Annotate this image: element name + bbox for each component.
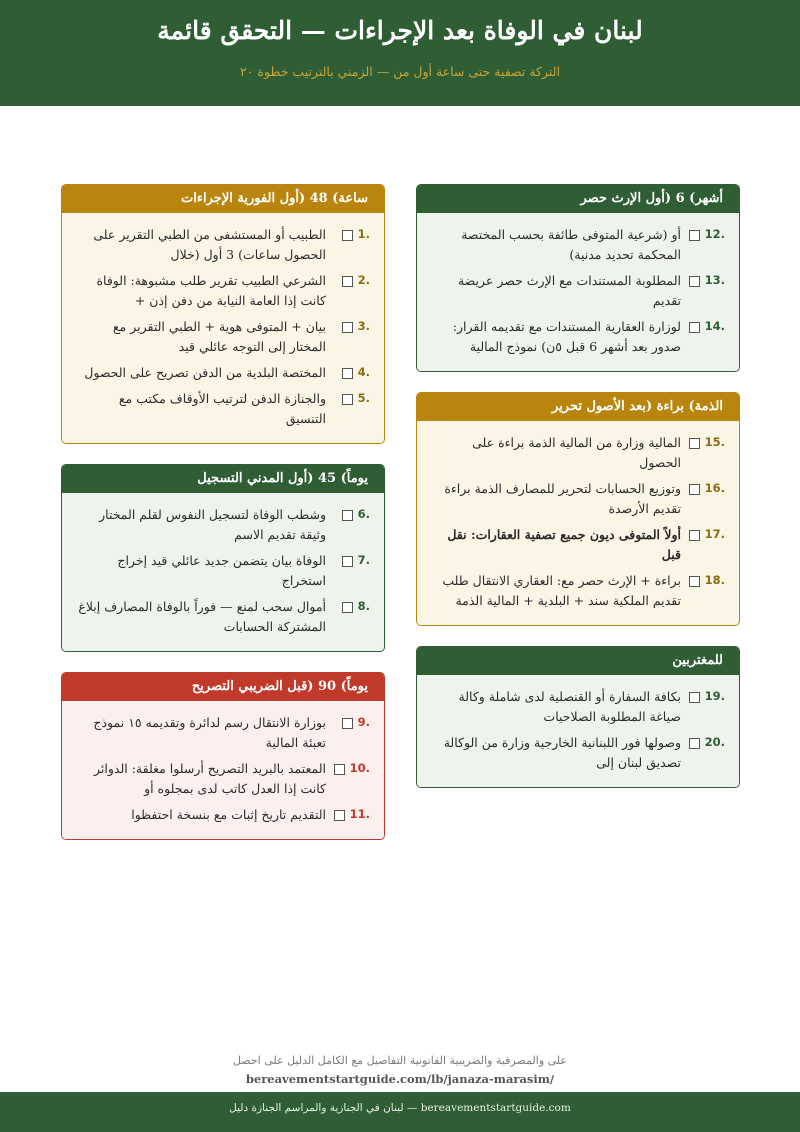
- checkbox[interactable]: [689, 738, 700, 749]
- checkbox[interactable]: [689, 692, 700, 703]
- list-item: [431, 687, 725, 727]
- checkbox[interactable]: [334, 810, 345, 821]
- item-text: وصولها فور اللبنانية الخارجية وزارة من الوكالة تصديق لبنان إلى: [443, 735, 681, 770]
- checkbox[interactable]: [342, 556, 353, 567]
- right-column: [416, 184, 740, 808]
- item-number: 19.: [704, 689, 725, 703]
- list-item: [76, 317, 370, 357]
- checkbox[interactable]: [342, 394, 353, 405]
- list-item: [76, 225, 370, 265]
- page-header: [0, 0, 800, 106]
- item-number: 4.: [357, 365, 370, 379]
- checkbox[interactable]: [689, 576, 700, 587]
- item-text: المختصة البلدية من الدفن تصريح على الحصول: [84, 365, 326, 380]
- item-text: أولاً المتوفى ديون جميع تصفية العقارات: نقل قبل: [447, 527, 681, 562]
- list-item: [76, 551, 370, 591]
- checkbox[interactable]: [689, 276, 700, 287]
- item-number: 7.: [357, 553, 370, 567]
- card-tax: [61, 672, 385, 840]
- item-text: المعتمد بالبريد التصريح أرسلوا مغلقة: الدوائر كانت إذا العدل كاتب لدى بمجلوه أو: [94, 761, 326, 796]
- item-number: 2.: [357, 273, 370, 287]
- item-number: 8.: [357, 599, 370, 613]
- item-text: الشرعي الطبيب تقرير طلب مشبوهة: الوفاة كانت إذا العامة النيابة من دفن إذن +: [96, 273, 326, 308]
- item-number: 17.: [704, 527, 725, 541]
- item-text: المطلوبة المستندات مع الإرث حصر عريضة تقديم: [457, 273, 681, 308]
- checkbox[interactable]: [342, 276, 353, 287]
- page-subtitle: التركة تصفية حتى ساعة أول من — الزمني بالترتيب خطوة ٢٠: [240, 64, 560, 79]
- checkbox[interactable]: [689, 530, 700, 541]
- left-column: [61, 184, 385, 860]
- list-item: [76, 505, 370, 545]
- card-title: يوماً) 90 (قبل الضريبي التصريح: [62, 673, 384, 701]
- item-number: 20.: [704, 735, 725, 749]
- checkbox[interactable]: [342, 602, 353, 613]
- item-text: الوفاة بيان يتضمن جديد عائلي قيد إخراج استخراج: [117, 553, 326, 588]
- checkbox[interactable]: [342, 230, 353, 241]
- card-title: أشهر) 6 (أول الإرث حصر: [417, 185, 739, 213]
- checkbox[interactable]: [689, 484, 700, 495]
- item-text: أو (شرعية المتوفى طائفة بحسب المختصة المحكمة تحديد مدنية): [461, 227, 681, 262]
- list-item: [76, 713, 370, 753]
- list-item: [76, 363, 370, 383]
- list-item: [76, 271, 370, 311]
- item-number: 9.: [357, 715, 370, 729]
- list-item: [431, 317, 725, 357]
- checkbox[interactable]: [689, 322, 700, 333]
- checkbox[interactable]: [342, 510, 353, 521]
- list-item: [76, 597, 370, 637]
- list-item: [76, 805, 370, 825]
- item-number: 12.: [704, 227, 725, 241]
- item-text: بكافة السفارة أو القنصلية لدى شاملة وكالة صياغة المطلوبة الصلاحيات: [458, 689, 681, 724]
- item-text: وتوزيع الحسابات لتحرير للمصارف الذمة براءة تقديم الأرصدة: [444, 481, 681, 516]
- item-text: المالية وزارة من المالية الذمة براءة على الحصول: [472, 435, 681, 470]
- item-number: 15.: [704, 435, 725, 449]
- checkbox[interactable]: [689, 230, 700, 241]
- card-assets: [416, 392, 740, 626]
- card-immediate: [61, 184, 385, 444]
- item-text: بوزارة الانتقال رسم لدائرة وتقديمه ١٥ نموذج تعبئة المالية: [93, 715, 326, 750]
- item-text: الطبيب أو المستشفى من الطبي التقرير على الحصول ساعات) 3 أول (خلال: [93, 227, 326, 262]
- item-text: والجنازة الدفن لترتيب الأوقاف مكتب مع التنسيق: [118, 391, 326, 426]
- card-title: ساعة) 48 (أول الفورية الإجراءات: [62, 185, 384, 213]
- card-title: للمغتربين: [417, 647, 739, 675]
- checkbox[interactable]: [342, 368, 353, 379]
- list-item: [431, 433, 725, 473]
- item-text: لوزارة العقارية المستندات مع تقديمه القرار: صدور بعد أشهر 6 قبل ٥ن) نموذج المالية: [452, 319, 681, 354]
- checkbox[interactable]: [689, 438, 700, 449]
- card-title: يوماً) 45 (أول المدني التسجيل: [62, 465, 384, 493]
- checkbox[interactable]: [334, 764, 345, 775]
- card-registration: [61, 464, 385, 652]
- list-item: [431, 733, 725, 773]
- footer-note: على والمصرفية والضريبية القانونية التفاصيل مع الكامل الدليل على احصل: [233, 1054, 567, 1067]
- list-item: [431, 225, 725, 265]
- checkbox[interactable]: [342, 718, 353, 729]
- list-item: [431, 571, 725, 611]
- list-item: [431, 271, 725, 311]
- item-text: التقديم تاريخ إثبات مع بنسخة احتفظوا: [131, 807, 326, 822]
- item-number: 1.: [357, 227, 370, 241]
- list-item: [431, 479, 725, 519]
- item-text: براءة + الإرث حصر مع: العقاري الانتقال طلب تقديم الملكية سند + البلدية + المالية الذمة: [442, 573, 681, 608]
- list-item: [431, 525, 725, 565]
- item-number: 13.: [704, 273, 725, 287]
- card-expats: [416, 646, 740, 788]
- item-number: 10.: [349, 761, 370, 775]
- item-number: 5.: [357, 391, 370, 405]
- item-number: 3.: [357, 319, 370, 333]
- card-title: الذمة) براءة (بعد الأصول تحرير: [417, 393, 739, 421]
- footer-link[interactable]: bereavementstartguide.com/lb/janaza-marasim/: [245, 1072, 555, 1086]
- item-number: 11.: [349, 807, 370, 821]
- item-text: بيان + المتوفى هوية + الطبي التقرير مع المختار إلى التوجه عائلي قيد: [112, 319, 326, 354]
- item-text: وشطب الوفاة لتسجيل النفوس لقلم المختار وثيقة تقديم الاسم: [99, 507, 326, 542]
- list-item: [76, 759, 370, 799]
- card-inheritance: [416, 184, 740, 372]
- item-text: أموال سحب لمنع — فوراً بالوفاة المصارف إبلاغ المشتركة الحسابات: [78, 599, 326, 634]
- checkbox[interactable]: [342, 322, 353, 333]
- item-number: 6.: [357, 507, 370, 521]
- footer-bar: لبنان في الجنازية والمراسم الجنازة دليل — bereavementstartguide.com: [0, 1092, 800, 1132]
- item-number: 18.: [704, 573, 725, 587]
- page-title: لبنان في الوفاة بعد الإجراءات — التحقق قائمة: [157, 16, 643, 45]
- item-number: 14.: [704, 319, 725, 333]
- item-number: 16.: [704, 481, 725, 495]
- list-item: [76, 389, 370, 429]
